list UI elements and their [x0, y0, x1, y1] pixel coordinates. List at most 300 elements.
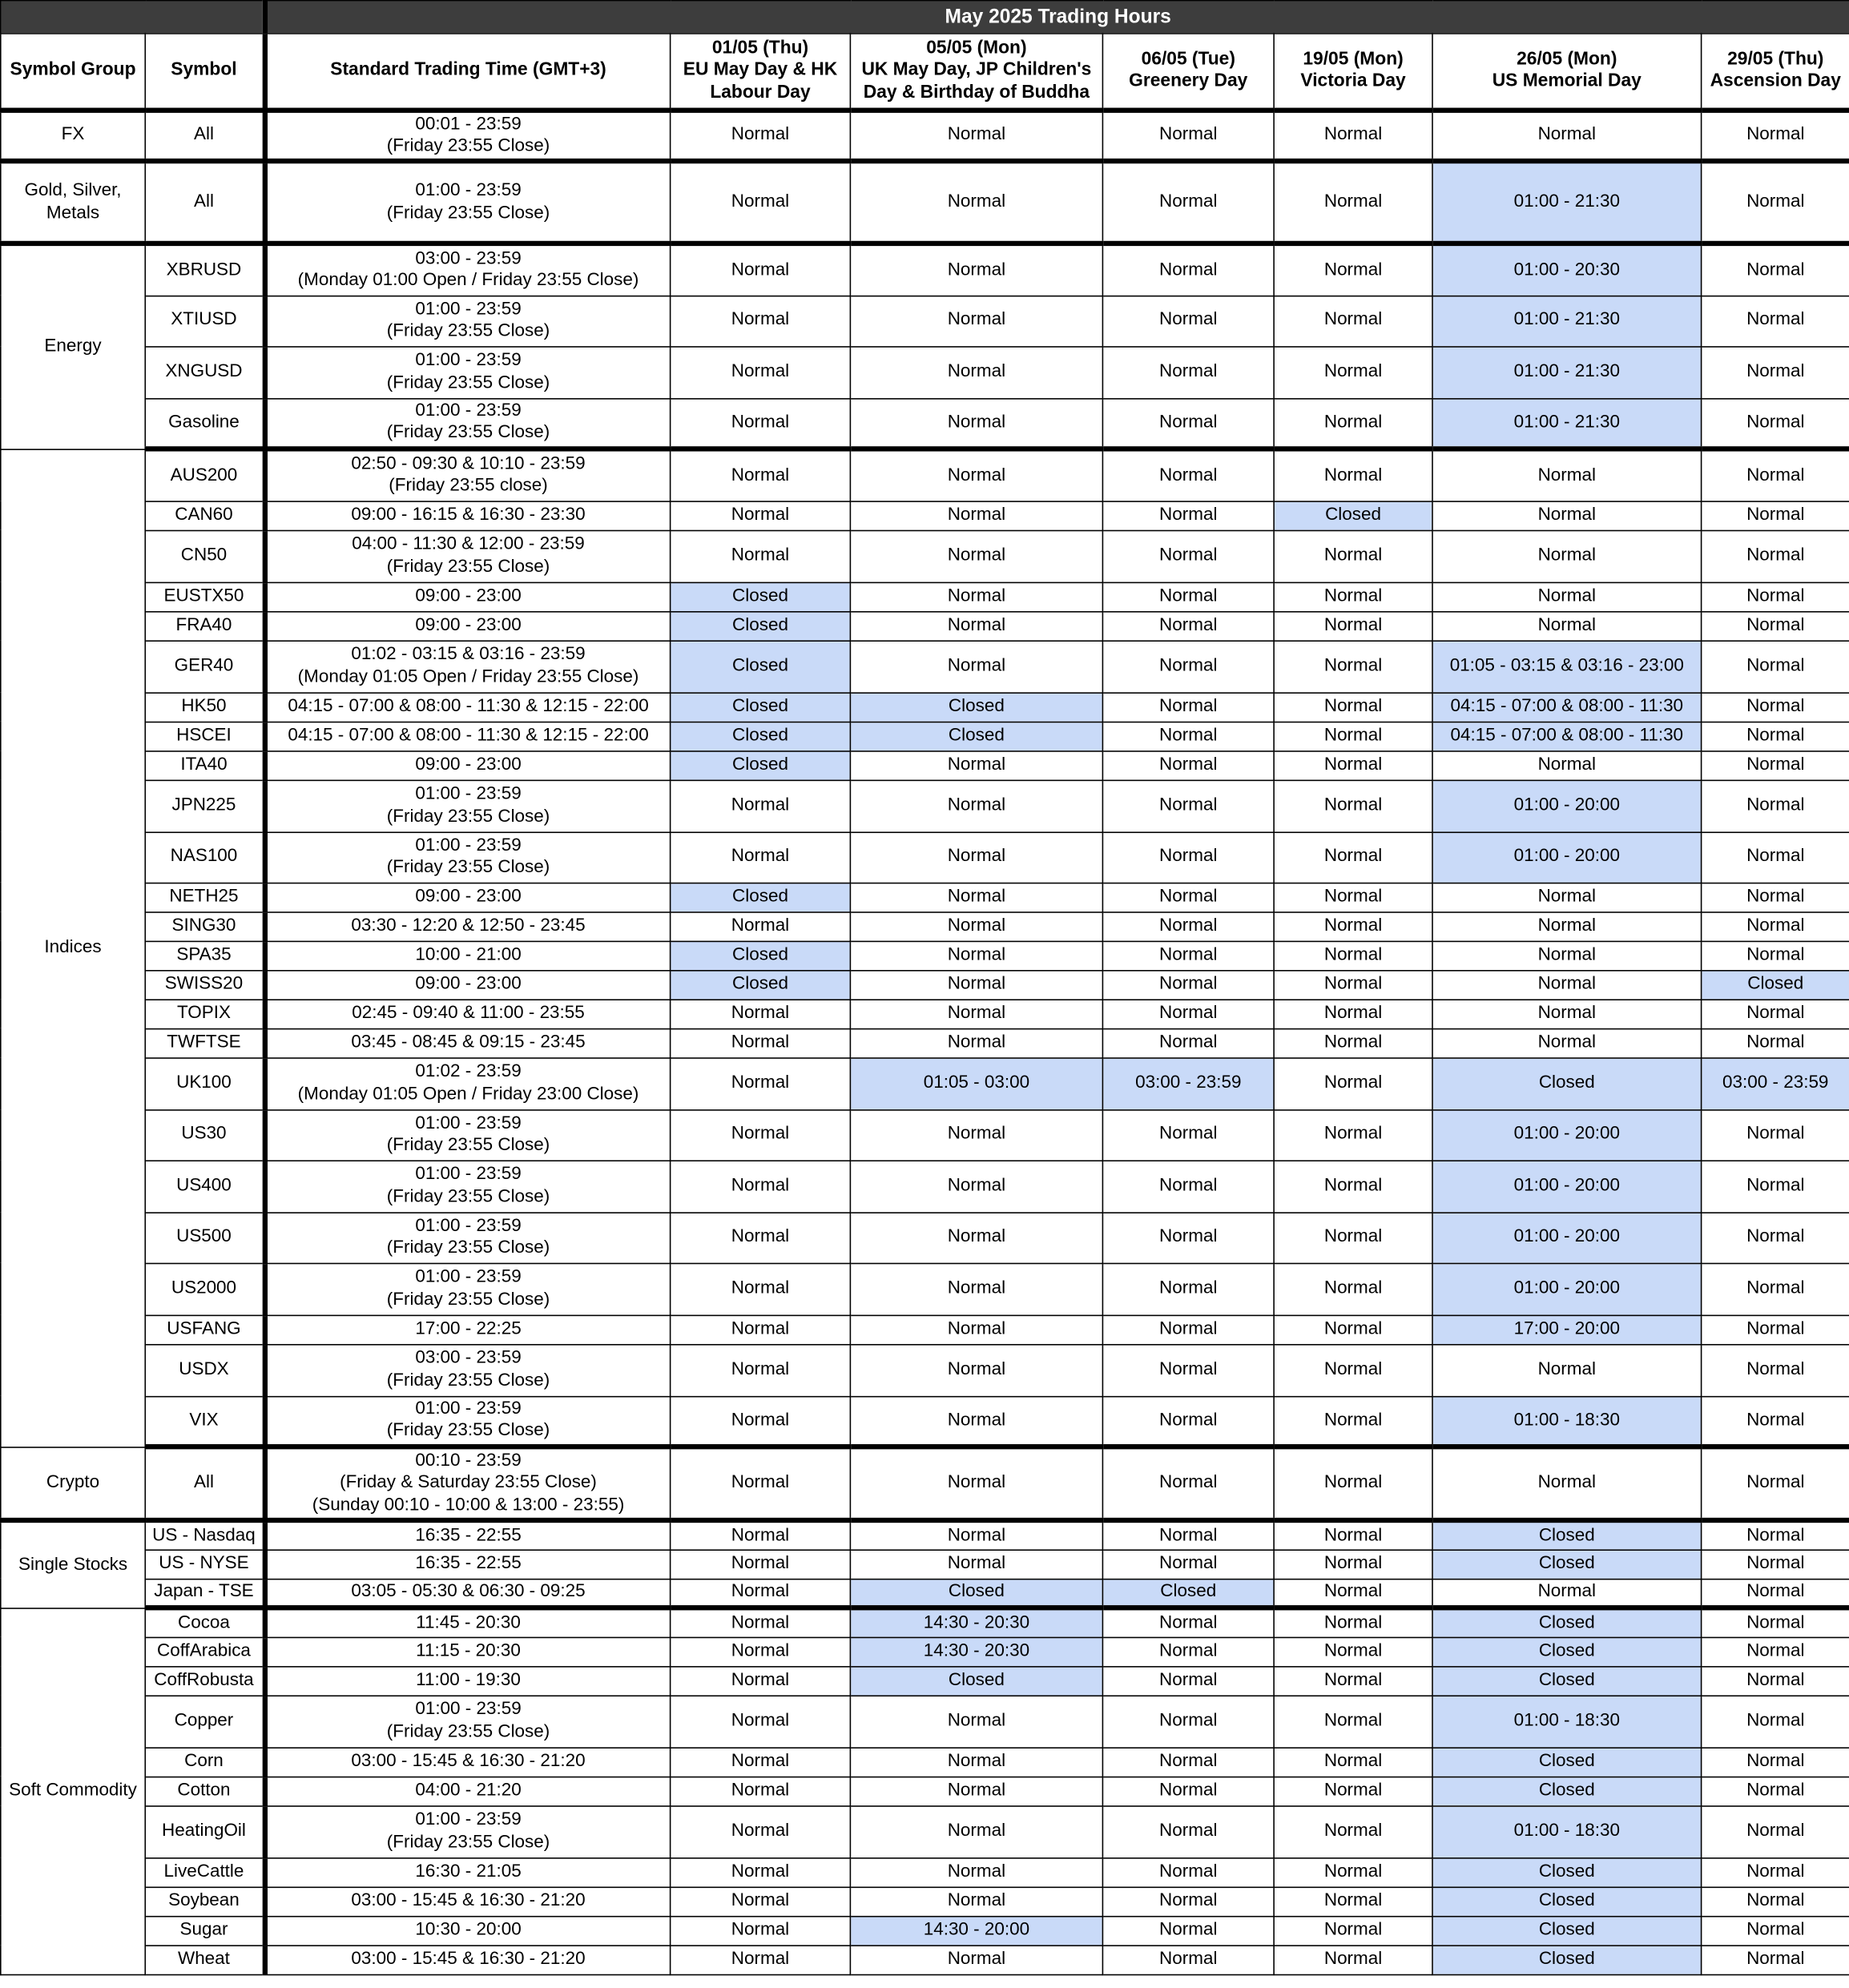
holiday-hours-cell: Closed: [1432, 1520, 1702, 1549]
symbol-cell: Sugar: [145, 1916, 264, 1945]
holiday-hours-cell: Normal: [1432, 912, 1702, 940]
holiday-hours-cell: Closed: [671, 941, 851, 970]
holiday-hours-cell: Normal: [671, 1549, 851, 1578]
holiday-hours-cell: Normal: [1702, 611, 1849, 640]
holiday-hours-cell: Normal: [1102, 1212, 1274, 1262]
holiday-hours-cell: Normal: [1274, 1695, 1432, 1747]
symbol-cell: XNGUSD: [145, 346, 264, 398]
table-row: [1, 1916, 1849, 1945]
holiday-hours-cell: Normal: [850, 1315, 1102, 1344]
holiday-hours-cell: Normal: [1274, 970, 1432, 999]
holiday-hours-cell: Normal: [1702, 1945, 1849, 1974]
table-row: [1, 912, 1849, 940]
holiday-hours-cell: Normal: [850, 1447, 1102, 1520]
holiday-hours-cell: Normal: [850, 1396, 1102, 1447]
holiday-hours-cell: Normal: [1432, 883, 1702, 912]
header-symbol-group: Symbol Group: [1, 34, 145, 111]
standard-time-cell: 01:00 - 23:59 (Friday 23:55 Close): [264, 161, 671, 243]
holiday-hours-cell: Normal: [850, 530, 1102, 582]
holiday-hours-cell: Normal: [850, 161, 1102, 243]
holiday-hours-cell: Normal: [850, 1695, 1102, 1747]
standard-time-cell: 01:00 - 23:59 (Friday 23:55 Close): [264, 398, 671, 449]
holiday-hours-cell: 01:00 - 20:00: [1432, 780, 1702, 832]
standard-time-cell: 03:00 - 23:59 (Monday 01:00 Open / Friday 23:55 Close): [264, 243, 671, 296]
holiday-hours-cell: Normal: [1102, 1916, 1274, 1945]
symbol-cell: US400: [145, 1160, 264, 1212]
symbol-group-cell: Single Stocks: [1, 1520, 145, 1608]
holiday-hours-cell: Normal: [1702, 1805, 1849, 1857]
holiday-hours-cell: Normal: [1102, 582, 1274, 611]
holiday-hours-cell: Normal: [671, 1579, 851, 1608]
holiday-hours-cell: Normal: [1102, 530, 1274, 582]
header-day-2905: 29/05 (Thu) Ascension Day: [1702, 34, 1849, 111]
holiday-hours-cell: Normal: [671, 1447, 851, 1520]
table-title: May 2025 Trading Hours: [264, 1, 1849, 34]
standard-time-cell: 01:00 - 23:59 (Friday 23:55 Close): [264, 346, 671, 398]
holiday-hours-cell: Normal: [1274, 1057, 1432, 1109]
holiday-hours-cell: Normal: [1274, 1637, 1432, 1666]
holiday-hours-cell: Normal: [1102, 1315, 1274, 1344]
symbol-cell: US500: [145, 1212, 264, 1262]
holiday-hours-cell: Normal: [1432, 970, 1702, 999]
holiday-hours-cell: Normal: [1274, 831, 1432, 882]
holiday-hours-cell: 01:00 - 20:00: [1432, 1109, 1702, 1160]
holiday-hours-cell: Normal: [1702, 1695, 1849, 1747]
holiday-hours-cell: Normal: [850, 999, 1102, 1028]
symbol-cell: JPN225: [145, 780, 264, 832]
table-row: [1, 1028, 1849, 1057]
holiday-hours-cell: Closed: [1432, 1666, 1702, 1695]
holiday-hours-cell: Normal: [1102, 611, 1274, 640]
holiday-hours-cell: Normal: [671, 398, 851, 449]
standard-time-cell: 10:00 - 21:00: [264, 941, 671, 970]
holiday-hours-cell: Normal: [1274, 1945, 1432, 1974]
title-spacer: [1, 1, 264, 34]
holiday-hours-cell: Normal: [1102, 243, 1274, 296]
holiday-hours-cell: 01:05 - 03:00: [850, 1057, 1102, 1109]
holiday-hours-cell: Normal: [1274, 1028, 1432, 1057]
holiday-hours-cell: 17:00 - 20:00: [1432, 1315, 1702, 1344]
standard-time-cell: 16:35 - 22:55: [264, 1520, 671, 1549]
holiday-hours-cell: Normal: [671, 1520, 851, 1549]
holiday-hours-cell: Normal: [1702, 1212, 1849, 1262]
table-row: [1, 530, 1849, 582]
holiday-hours-cell: Normal: [1274, 1212, 1432, 1262]
holiday-hours-cell: Normal: [850, 111, 1102, 161]
holiday-hours-cell: 01:00 - 18:30: [1432, 1695, 1702, 1747]
holiday-hours-cell: Normal: [1702, 1916, 1849, 1945]
holiday-hours-cell: Normal: [671, 1887, 851, 1916]
table-row: [1, 751, 1849, 779]
holiday-hours-cell: Normal: [1702, 780, 1849, 832]
symbol-cell: NAS100: [145, 831, 264, 882]
holiday-hours-cell: Closed: [850, 722, 1102, 751]
holiday-hours-cell: Normal: [1274, 1160, 1432, 1212]
standard-time-cell: 00:10 - 23:59 (Friday & Saturday 23:55 Close) (Sunday 00:10 - 10:00 & 13:00 - 23:55): [264, 1447, 671, 1520]
title-row: [1, 1, 1849, 34]
holiday-hours-cell: Normal: [1102, 449, 1274, 501]
holiday-hours-cell: Normal: [850, 449, 1102, 501]
table-row: [1, 1344, 1849, 1396]
holiday-hours-cell: Normal: [1702, 1344, 1849, 1396]
holiday-hours-cell: Normal: [850, 1887, 1102, 1916]
holiday-hours-cell: Normal: [1274, 751, 1432, 779]
holiday-hours-cell: Closed: [671, 692, 851, 721]
holiday-hours-cell: Normal: [1702, 751, 1849, 779]
holiday-hours-cell: Normal: [850, 941, 1102, 970]
holiday-hours-cell: Normal: [1102, 883, 1274, 912]
holiday-hours-cell: Normal: [1274, 296, 1432, 346]
holiday-hours-cell: Normal: [1432, 1579, 1702, 1608]
table-row: [1, 243, 1849, 296]
holiday-hours-cell: Normal: [1702, 161, 1849, 243]
table-row: [1, 398, 1849, 449]
holiday-hours-cell: Normal: [1274, 640, 1432, 692]
holiday-hours-cell: Normal: [1274, 941, 1432, 970]
standard-time-cell: 16:35 - 22:55: [264, 1549, 671, 1578]
holiday-hours-cell: Normal: [1274, 1777, 1432, 1805]
holiday-hours-cell: Normal: [1702, 243, 1849, 296]
holiday-hours-cell: Normal: [671, 1945, 851, 1974]
holiday-hours-cell: Normal: [1432, 449, 1702, 501]
holiday-hours-cell: Normal: [671, 1212, 851, 1262]
holiday-hours-cell: Normal: [1102, 1887, 1274, 1916]
holiday-hours-cell: Normal: [1102, 1447, 1274, 1520]
holiday-hours-cell: Normal: [1274, 346, 1432, 398]
holiday-hours-cell: Normal: [671, 1315, 851, 1344]
standard-time-cell: 02:50 - 09:30 & 10:10 - 23:59 (Friday 23:55 close): [264, 449, 671, 501]
symbol-cell: Copper: [145, 1695, 264, 1747]
holiday-hours-cell: Normal: [1702, 296, 1849, 346]
holiday-hours-cell: Normal: [1102, 1344, 1274, 1396]
holiday-hours-cell: Normal: [1274, 1666, 1432, 1695]
table-row: [1, 640, 1849, 692]
holiday-hours-cell: Closed: [1102, 1579, 1274, 1608]
table-row: [1, 1109, 1849, 1160]
holiday-hours-cell: Normal: [671, 1109, 851, 1160]
holiday-hours-cell: Closed: [671, 751, 851, 779]
symbol-group-cell: Soft Commodity: [1, 1608, 145, 1974]
table-row: [1, 111, 1849, 161]
symbol-cell: SPA35: [145, 941, 264, 970]
holiday-hours-cell: Normal: [1274, 111, 1432, 161]
standard-time-cell: 03:05 - 05:30 & 06:30 - 09:25: [264, 1579, 671, 1608]
symbol-cell: GER40: [145, 640, 264, 692]
table-body: [1, 111, 1849, 1974]
table-row: [1, 449, 1849, 501]
holiday-hours-cell: Normal: [1432, 1447, 1702, 1520]
standard-time-cell: 09:00 - 23:00: [264, 611, 671, 640]
symbol-cell: CAN60: [145, 501, 264, 529]
header-day-2605: 26/05 (Mon) US Memorial Day: [1432, 34, 1702, 111]
holiday-hours-cell: Normal: [1702, 883, 1849, 912]
standard-time-cell: 03:00 - 15:45 & 16:30 - 21:20: [264, 1887, 671, 1916]
standard-time-cell: 01:00 - 23:59 (Friday 23:55 Close): [264, 831, 671, 882]
holiday-hours-cell: Normal: [1702, 912, 1849, 940]
table-row: [1, 611, 1849, 640]
standard-time-cell: 03:00 - 23:59 (Friday 23:55 Close): [264, 1344, 671, 1396]
header-day-0105: 01/05 (Thu) EU May Day & HK Labour Day: [671, 34, 851, 111]
holiday-hours-cell: Closed: [1432, 1747, 1702, 1776]
symbol-cell: US - Nasdaq: [145, 1520, 264, 1549]
holiday-hours-cell: Normal: [1274, 999, 1432, 1028]
holiday-hours-cell: Normal: [671, 1263, 851, 1315]
holiday-hours-cell: Normal: [850, 1805, 1102, 1857]
table-row: [1, 1396, 1849, 1447]
table-row: [1, 831, 1849, 882]
holiday-hours-cell: Normal: [850, 243, 1102, 296]
holiday-hours-cell: Normal: [1702, 1777, 1849, 1805]
symbol-cell: CoffArabica: [145, 1637, 264, 1666]
symbol-cell: VIX: [145, 1396, 264, 1447]
holiday-hours-cell: Normal: [1702, 1549, 1849, 1578]
holiday-hours-cell: Normal: [850, 883, 1102, 912]
standard-time-cell: 01:02 - 23:59 (Monday 01:05 Open / Friday 23:00 Close): [264, 1057, 671, 1109]
holiday-hours-cell: Normal: [850, 1520, 1102, 1549]
holiday-hours-cell: Normal: [1274, 1396, 1432, 1447]
table-row: [1, 501, 1849, 529]
table-row: [1, 1057, 1849, 1109]
holiday-hours-cell: 04:15 - 07:00 & 08:00 - 11:30: [1432, 722, 1702, 751]
holiday-hours-cell: Normal: [1274, 1857, 1432, 1886]
symbol-cell: US2000: [145, 1263, 264, 1315]
table-row: [1, 1579, 1849, 1608]
holiday-hours-cell: Closed: [671, 611, 851, 640]
holiday-hours-cell: Normal: [671, 1057, 851, 1109]
holiday-hours-cell: Closed: [1432, 1608, 1702, 1636]
holiday-hours-cell: Normal: [850, 640, 1102, 692]
standard-time-cell: 16:30 - 21:05: [264, 1857, 671, 1886]
holiday-hours-cell: Normal: [1102, 912, 1274, 940]
symbol-cell: LiveCattle: [145, 1857, 264, 1886]
table-row: [1, 1637, 1849, 1666]
holiday-hours-cell: Closed: [1432, 1916, 1702, 1945]
standard-time-cell: 04:00 - 11:30 & 12:00 - 23:59 (Friday 23:55 Close): [264, 530, 671, 582]
symbol-cell: XTIUSD: [145, 296, 264, 346]
holiday-hours-cell: 14:30 - 20:30: [850, 1637, 1102, 1666]
holiday-hours-cell: Normal: [1102, 1777, 1274, 1805]
standard-time-cell: 01:00 - 23:59 (Friday 23:55 Close): [264, 1396, 671, 1447]
holiday-hours-cell: Normal: [1102, 751, 1274, 779]
table-row: [1, 1777, 1849, 1805]
table-row: [1, 1263, 1849, 1315]
holiday-hours-cell: Normal: [1274, 722, 1432, 751]
holiday-hours-cell: Normal: [1102, 161, 1274, 243]
holiday-hours-cell: Normal: [1102, 1160, 1274, 1212]
symbol-cell: Cocoa: [145, 1608, 264, 1636]
table-row: [1, 1212, 1849, 1262]
standard-time-cell: 01:00 - 23:59 (Friday 23:55 Close): [264, 296, 671, 346]
table-row: [1, 161, 1849, 243]
standard-time-cell: 00:01 - 23:59 (Friday 23:55 Close): [264, 111, 671, 161]
holiday-hours-cell: Normal: [1102, 398, 1274, 449]
holiday-hours-cell: Normal: [850, 831, 1102, 882]
holiday-hours-cell: Normal: [850, 501, 1102, 529]
table-row: [1, 970, 1849, 999]
holiday-hours-cell: Normal: [1432, 582, 1702, 611]
holiday-hours-cell: Normal: [1702, 1666, 1849, 1695]
standard-time-cell: 03:30 - 12:20 & 12:50 - 23:45: [264, 912, 671, 940]
holiday-hours-cell: Normal: [671, 1637, 851, 1666]
holiday-hours-cell: Normal: [1702, 1887, 1849, 1916]
holiday-hours-cell: Normal: [1702, 346, 1849, 398]
standard-time-cell: 11:00 - 19:30: [264, 1666, 671, 1695]
holiday-hours-cell: Normal: [1432, 1344, 1702, 1396]
holiday-hours-cell: Normal: [1274, 692, 1432, 721]
holiday-hours-cell: Normal: [1102, 1695, 1274, 1747]
holiday-hours-cell: Normal: [850, 1747, 1102, 1776]
table-row: [1, 780, 1849, 832]
holiday-hours-cell: Normal: [1432, 751, 1702, 779]
standard-time-cell: 01:02 - 03:15 & 03:16 - 23:59 (Monday 01:05 Open / Friday 23:55 Close): [264, 640, 671, 692]
symbol-cell: SING30: [145, 912, 264, 940]
table-row: [1, 1695, 1849, 1747]
table-row: [1, 999, 1849, 1028]
holiday-hours-cell: Normal: [1274, 1315, 1432, 1344]
holiday-hours-cell: Normal: [1432, 941, 1702, 970]
holiday-hours-cell: 01:00 - 20:00: [1432, 1160, 1702, 1212]
holiday-hours-cell: Normal: [671, 831, 851, 882]
holiday-hours-cell: Normal: [1102, 1028, 1274, 1057]
standard-time-cell: 01:00 - 23:59 (Friday 23:55 Close): [264, 1160, 671, 1212]
holiday-hours-cell: Normal: [671, 1747, 851, 1776]
holiday-hours-cell: Normal: [1102, 831, 1274, 882]
holiday-hours-cell: Normal: [671, 530, 851, 582]
holiday-hours-cell: Normal: [850, 1212, 1102, 1262]
holiday-hours-cell: Normal: [1274, 1608, 1432, 1636]
holiday-hours-cell: 14:30 - 20:30: [850, 1608, 1102, 1636]
holiday-hours-cell: Normal: [850, 1344, 1102, 1396]
symbol-cell: Soybean: [145, 1887, 264, 1916]
holiday-hours-cell: Normal: [1102, 501, 1274, 529]
holiday-hours-cell: Normal: [1274, 1887, 1432, 1916]
holiday-hours-cell: Normal: [1702, 999, 1849, 1028]
holiday-hours-cell: Normal: [1274, 1805, 1432, 1857]
holiday-hours-cell: Normal: [1102, 1549, 1274, 1578]
holiday-hours-cell: 01:00 - 20:30: [1432, 243, 1702, 296]
holiday-hours-cell: Normal: [1102, 1608, 1274, 1636]
holiday-hours-cell: Closed: [1432, 1637, 1702, 1666]
holiday-hours-cell: Normal: [1274, 1916, 1432, 1945]
table-row: [1, 1315, 1849, 1344]
holiday-hours-cell: Closed: [1432, 1057, 1702, 1109]
holiday-hours-cell: Normal: [1702, 111, 1849, 161]
symbol-cell: US - NYSE: [145, 1549, 264, 1578]
holiday-hours-cell: Normal: [1702, 398, 1849, 449]
holiday-hours-cell: Normal: [1274, 1549, 1432, 1578]
standard-time-cell: 04:15 - 07:00 & 08:00 - 11:30 & 12:15 - 22:00: [264, 722, 671, 751]
holiday-hours-cell: Closed: [1432, 1887, 1702, 1916]
holiday-hours-cell: Normal: [1274, 582, 1432, 611]
standard-time-cell: 10:30 - 20:00: [264, 1916, 671, 1945]
holiday-hours-cell: Normal: [1702, 1520, 1849, 1549]
holiday-hours-cell: Normal: [1274, 1579, 1432, 1608]
holiday-hours-cell: Normal: [1702, 831, 1849, 882]
symbol-cell: USFANG: [145, 1315, 264, 1344]
holiday-hours-cell: Normal: [1102, 1396, 1274, 1447]
table-row: [1, 1945, 1849, 1974]
holiday-hours-cell: Normal: [850, 751, 1102, 779]
holiday-hours-cell: Normal: [1102, 970, 1274, 999]
holiday-hours-cell: 01:00 - 21:30: [1432, 398, 1702, 449]
holiday-hours-cell: Normal: [850, 611, 1102, 640]
holiday-hours-cell: Normal: [671, 1695, 851, 1747]
holiday-hours-cell: Closed: [850, 1666, 1102, 1695]
symbol-cell: Cotton: [145, 1777, 264, 1805]
holiday-hours-cell: Normal: [1274, 1747, 1432, 1776]
standard-time-cell: 09:00 - 23:00: [264, 970, 671, 999]
table-row: [1, 296, 1849, 346]
holiday-hours-cell: Closed: [1432, 1857, 1702, 1886]
holiday-hours-cell: Normal: [1102, 722, 1274, 751]
table-row: [1, 1666, 1849, 1695]
holiday-hours-cell: Normal: [671, 243, 851, 296]
holiday-hours-cell: Normal: [850, 1945, 1102, 1974]
table-row: [1, 1549, 1849, 1578]
holiday-hours-cell: 01:00 - 18:30: [1432, 1396, 1702, 1447]
holiday-hours-cell: Closed: [671, 722, 851, 751]
holiday-hours-cell: Normal: [1702, 1637, 1849, 1666]
holiday-hours-cell: Normal: [1102, 1520, 1274, 1549]
holiday-hours-cell: Closed: [1432, 1549, 1702, 1578]
holiday-hours-cell: Normal: [850, 1857, 1102, 1886]
holiday-hours-cell: Normal: [671, 912, 851, 940]
holiday-hours-cell: Normal: [671, 501, 851, 529]
holiday-hours-cell: Normal: [850, 398, 1102, 449]
holiday-hours-cell: Normal: [850, 1263, 1102, 1315]
holiday-hours-cell: Normal: [1702, 1028, 1849, 1057]
table-row: [1, 692, 1849, 721]
table-row: [1, 883, 1849, 912]
symbol-cell: US30: [145, 1109, 264, 1160]
standard-time-cell: 01:00 - 23:59 (Friday 23:55 Close): [264, 1263, 671, 1315]
holiday-hours-cell: Normal: [671, 161, 851, 243]
standard-time-cell: 11:15 - 20:30: [264, 1637, 671, 1666]
symbol-cell: Wheat: [145, 1945, 264, 1974]
holiday-hours-cell: Normal: [1702, 501, 1849, 529]
holiday-hours-cell: Normal: [1274, 161, 1432, 243]
holiday-hours-cell: Normal: [1102, 1263, 1274, 1315]
holiday-hours-cell: Normal: [1702, 1857, 1849, 1886]
holiday-hours-cell: Normal: [671, 1666, 851, 1695]
symbol-group-cell: Crypto: [1, 1447, 145, 1520]
header-day-0505: 05/05 (Mon) UK May Day, JP Children's Day & Birthday of Buddha: [850, 34, 1102, 111]
table-row: [1, 1857, 1849, 1886]
holiday-hours-cell: Closed: [1432, 1777, 1702, 1805]
holiday-hours-cell: Normal: [850, 1160, 1102, 1212]
symbol-cell: EUSTX50: [145, 582, 264, 611]
holiday-hours-cell: Normal: [1702, 692, 1849, 721]
holiday-hours-cell: 04:15 - 07:00 & 08:00 - 11:30: [1432, 692, 1702, 721]
holiday-hours-cell: 03:00 - 23:59: [1702, 1057, 1849, 1109]
holiday-hours-cell: Normal: [671, 449, 851, 501]
symbol-cell: USDX: [145, 1344, 264, 1396]
standard-time-cell: 01:00 - 23:59 (Friday 23:55 Close): [264, 1212, 671, 1262]
table-row: [1, 1747, 1849, 1776]
holiday-hours-cell: Normal: [1274, 1109, 1432, 1160]
standard-time-cell: 02:45 - 09:40 & 11:00 - 23:55: [264, 999, 671, 1028]
holiday-hours-cell: Normal: [850, 346, 1102, 398]
holiday-hours-cell: Normal: [1274, 912, 1432, 940]
holiday-hours-cell: Normal: [1274, 530, 1432, 582]
holiday-hours-cell: Normal: [850, 970, 1102, 999]
holiday-hours-cell: Normal: [671, 1396, 851, 1447]
holiday-hours-cell: Normal: [1102, 1945, 1274, 1974]
symbol-cell: ITA40: [145, 751, 264, 779]
holiday-hours-cell: Normal: [1702, 1109, 1849, 1160]
header-standard-time: Standard Trading Time (GMT+3): [264, 34, 671, 111]
holiday-hours-cell: Closed: [671, 883, 851, 912]
